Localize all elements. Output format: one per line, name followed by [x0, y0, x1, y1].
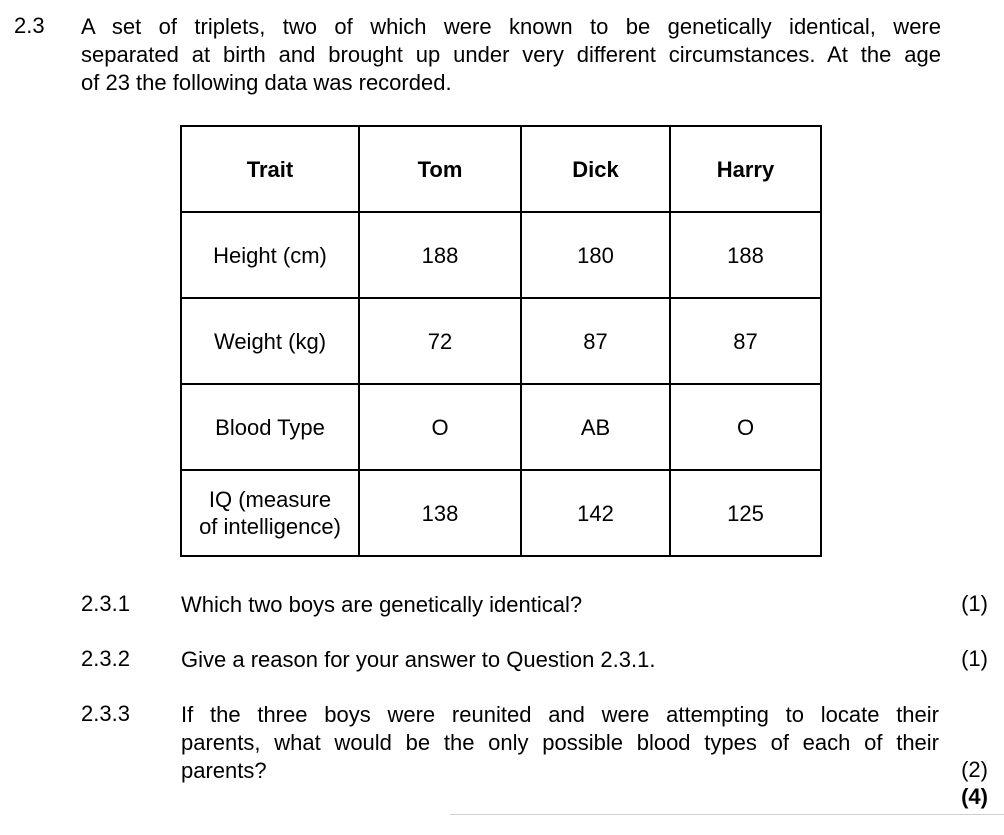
harry-cell: O	[670, 384, 821, 470]
tom-cell: 72	[359, 298, 521, 384]
data-table	[180, 125, 822, 557]
trait-cell: Blood Type	[181, 384, 359, 470]
subquestion-text-line: Which two boys are genetically identical?	[181, 592, 583, 617]
tom-cell: 188	[359, 212, 521, 298]
subquestion-marks: (2)	[961, 757, 988, 782]
trait-cell-line: IQ (measure	[208, 487, 332, 512]
header-dick: Dick	[521, 126, 670, 212]
subquestion-text	[181, 701, 939, 785]
dick-cell: 180	[521, 212, 670, 298]
subquestion-text-line: Give a reason for your answer to Question 2.3.1.	[181, 647, 656, 672]
trait-cell: Weight (kg)	[181, 298, 359, 384]
header-tom: Tom	[359, 126, 521, 212]
subquestion-number: 2.3.1	[81, 591, 130, 616]
tom-cell: 138	[359, 470, 521, 556]
table-row	[181, 384, 821, 470]
total-marks: (4)	[961, 784, 988, 809]
subquestion-text-line: parents?	[181, 758, 267, 783]
subquestion-text	[181, 646, 939, 674]
dick-cell: 142	[521, 470, 670, 556]
trait-cell	[181, 470, 359, 556]
header-trait: Trait	[181, 126, 359, 212]
subquestion-text-line: parents, what would be the only possible blood types of each of their	[181, 730, 939, 755]
subquestion-text	[181, 591, 939, 619]
subquestion-number: 2.3.3	[81, 701, 130, 726]
subquestion-marks: (1)	[961, 646, 988, 671]
dick-cell: 87	[521, 298, 670, 384]
header-harry: Harry	[670, 126, 821, 212]
question-text	[81, 13, 941, 97]
harry-cell: 87	[670, 298, 821, 384]
question-number: 2.3	[14, 13, 45, 38]
question-text-line: separated at birth and brought up under very different circumstances. At the age	[81, 42, 941, 67]
table-header-row	[181, 126, 821, 212]
dick-cell: AB	[521, 384, 670, 470]
tom-cell: O	[359, 384, 521, 470]
subquestion-text-line: If the three boys were reunited and were attempting to locate their	[181, 702, 939, 727]
harry-cell: 125	[670, 470, 821, 556]
table-row	[181, 212, 821, 298]
table-row	[181, 298, 821, 384]
harry-cell: 188	[670, 212, 821, 298]
trait-cell-line: of intelligence)	[199, 514, 341, 539]
trait-cell: Height (cm)	[181, 212, 359, 298]
question-text-line: A set of triplets, two of which were known to be genetically identical, were	[81, 14, 941, 39]
subquestion-marks: (1)	[961, 591, 988, 616]
subquestion-number: 2.3.2	[81, 646, 130, 671]
bottom-rule	[450, 814, 1004, 815]
triplets-data-table	[180, 125, 820, 557]
table-row	[181, 470, 821, 556]
question-text-line: of 23 the following data was recorded.	[81, 70, 452, 95]
